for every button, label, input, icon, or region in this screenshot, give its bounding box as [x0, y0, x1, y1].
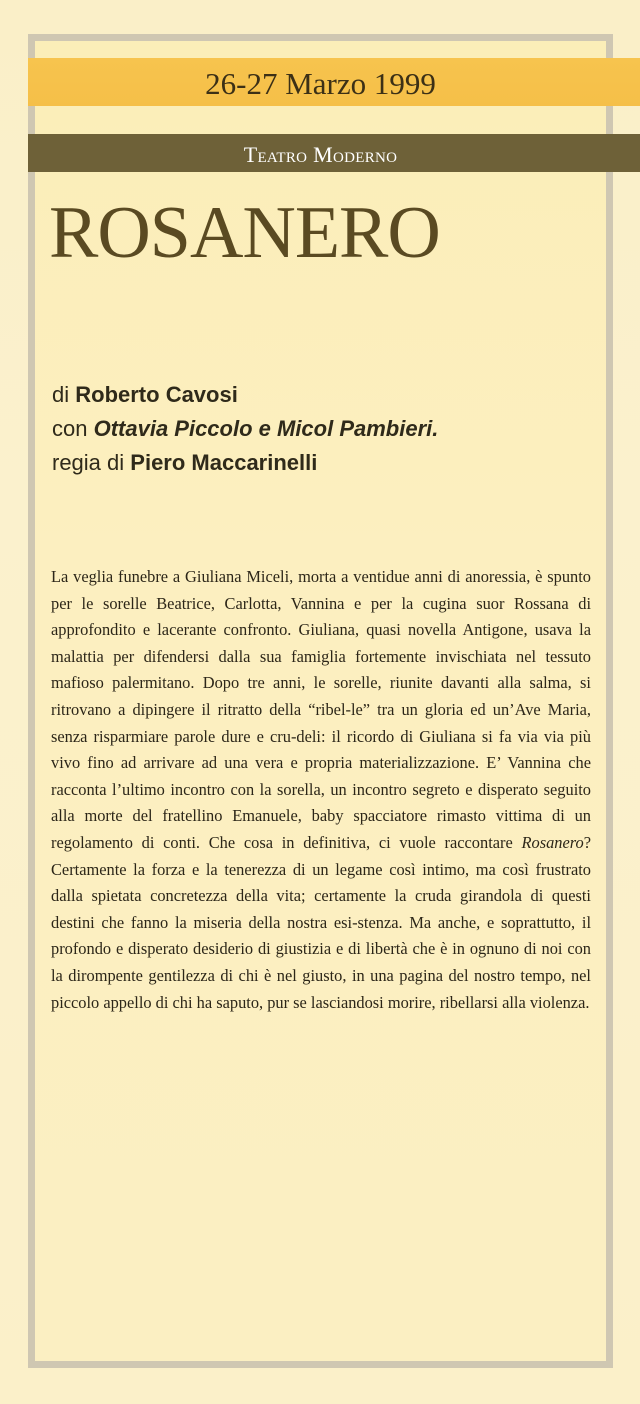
director-prefix: regia di	[52, 450, 131, 475]
author-line	[52, 378, 438, 412]
cast-prefix: con	[52, 416, 94, 441]
cast-line	[52, 412, 438, 446]
show-title: ROSANERO	[49, 192, 440, 274]
synopsis-text	[51, 564, 591, 1016]
synopsis-part-2: ? Certamente la forza e la tenerezza di un legame così intimo, ma così frustrato dalla spietata concretezza della vita; certamente la cruda girandola di questi destini che fanno la miseria della nostra esi-stenza. Ma anche, e soprattutto, il profondo e disperato desiderio di giustizia e di libertà che è in ognuno di noi con la dirompente gentilezza di chi è nel giusto, in una pagina del nostro tempo, nel piccolo appello di chi ha saputo, pur se lasciandosi morire, ribellarsi alla violenza.	[51, 832, 591, 1012]
synopsis-title-ref: Rosanero	[521, 832, 584, 852]
venue-name: Teatro Moderno	[243, 142, 398, 167]
synopsis-part-1: La veglia funebre a Giuliana Miceli, morta a ventidue anni di anoressia, è spunto per le sorelle Beatrice, Carlotta, Vannina e per la cugina suor Rossana di approfondito e lacerante confronto. Giuliana, quasi novella Antigone, usava la malattia per difendersi dalla sua famiglia fortemente invischiata nel tessuto mafioso palermitano. Dopo tre anni, le sorelle, riunite davanti alla salma, si ritrovano a dipingere il ritratto della “ribel-le” tra un gloria ed un’Ave Maria, senza risparmiare parole dure e cru-deli: il ricordo di Giuliana si fa via via più vivo fino ad arrivare ad una vera e propria materializzazione. E’ Vannina che racconta l’ultimo incontro con la sorella, un incontro segreto e disperato seguito alla morte del fratellino Emanuele, baby spacciatore rimasto vittima di un regolamento di conti. Che cosa in definitiva, ci vuole raccontare	[51, 567, 591, 852]
director-line	[52, 446, 438, 480]
author-prefix: di	[52, 382, 76, 407]
credits-block	[52, 378, 438, 480]
cast-names: Ottavia Piccolo e Micol Pambieri.	[93, 416, 439, 441]
author-name: Roberto Cavosi	[75, 382, 238, 407]
event-date: 26-27 Marzo 1999	[205, 66, 436, 101]
director-name: Piero Maccarinelli	[130, 450, 318, 475]
